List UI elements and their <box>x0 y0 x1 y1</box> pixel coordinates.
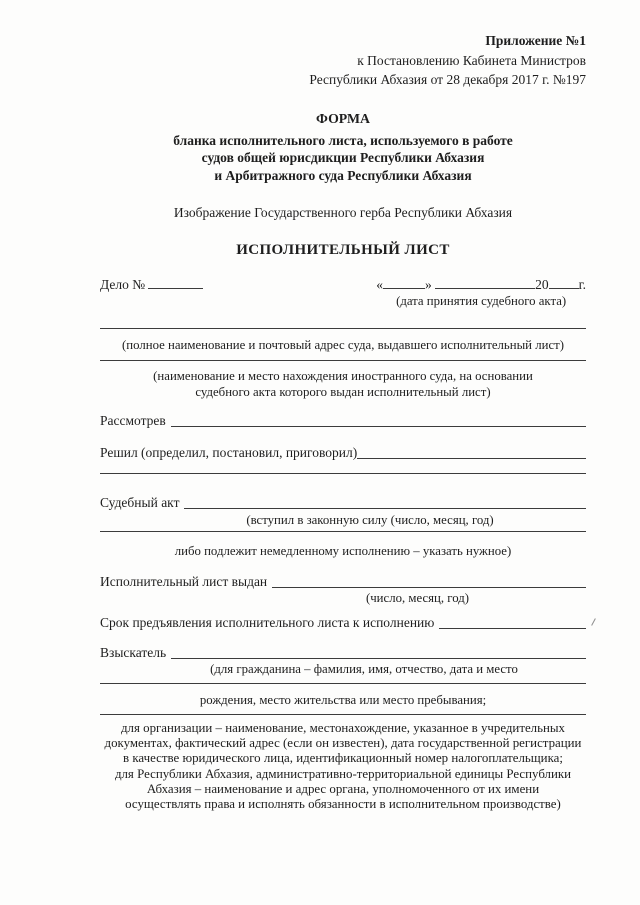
foreign-court-caption <box>100 368 586 400</box>
document-content <box>100 0 586 812</box>
deadline-label: Срок предъявления исполнительного листа к исполнению <box>100 615 435 630</box>
appendix-number: Приложение №1 <box>485 33 586 48</box>
case-number-label: Дело № <box>100 277 146 292</box>
case-number-blank <box>148 276 203 289</box>
organization-note <box>100 721 586 812</box>
organization-note-line5: Абхазия – наименование и адрес органа, уполномоченного от их имени <box>146 781 540 796</box>
date-open-quote: « <box>376 277 383 292</box>
emblem-note: Изображение Государственного герба Республики Абхазия <box>173 205 513 220</box>
date-caption: (дата принятия судебного акта) <box>396 294 567 308</box>
claimant-rule2 <box>100 714 586 715</box>
date-blank-day <box>383 276 425 289</box>
date-close-quote: » <box>424 277 432 292</box>
writ-issued-blank <box>272 587 586 588</box>
judicial-act-blank <box>184 508 586 509</box>
appendix-header <box>100 31 586 90</box>
decided-label: Решил (определил, постановил, приговорил) <box>100 445 358 460</box>
organization-note-line2: документах, фактический адрес (если он известен), дата государственной регистрации <box>104 736 582 751</box>
date-year-suffix: г. <box>578 277 586 292</box>
judicial-act-rule <box>100 531 586 532</box>
decided-extra-rule <box>100 473 586 474</box>
judicial-act-field <box>100 494 586 511</box>
organization-note-line4: для Республики Абхазия, административно-территориальной единицы Республики <box>114 766 572 781</box>
form-subtitle <box>100 132 586 185</box>
scan-mark <box>591 618 596 626</box>
deadline-blank <box>439 628 586 629</box>
appendix-resolution-line2: Республики Абхазия от 28 декабря 2017 г. №197 <box>309 72 586 87</box>
form-subtitle-line2: судов общей юрисдикции Республики Абхазия <box>201 150 485 165</box>
judicial-act-caption-line1: (вступил в законную силу (число, месяц, год) <box>246 513 494 527</box>
decided-field <box>100 444 586 461</box>
date-year-prefix: 20 <box>535 277 549 292</box>
claimant-field <box>100 644 586 661</box>
claimant-caption-line1: (для гражданина – фамилия, имя, отчество, дата и место <box>210 662 518 676</box>
form-subtitle-line1: бланка исполнительного листа, используемого в работе <box>173 132 513 148</box>
date-row <box>376 276 586 293</box>
deadline-field <box>100 614 586 631</box>
foreign-court-caption-line2: судебного акта которого выдан исполнительный лист) <box>195 385 491 399</box>
writ-issued-caption: (число, месяц, год) <box>365 591 470 605</box>
date-blank-month <box>435 276 535 289</box>
claimant-label: Взыскатель <box>100 645 167 660</box>
document-title: ИСПОЛНИТЕЛЬНЫЙ ЛИСТ <box>236 242 450 258</box>
organization-note-line3: в качестве юридического лица, идентификационный номер налогоплательщика; <box>123 751 563 766</box>
judicial-act-label: Судебный акт <box>100 495 180 510</box>
court-name-rule <box>100 328 586 329</box>
date-block <box>376 276 586 309</box>
foreign-court-rule <box>100 360 586 361</box>
judicial-act-caption-line2: либо подлежит немедленному исполнению – указать нужное) <box>174 544 512 558</box>
foreign-court-caption-line1: (наименование и место нахождения иностранного суда, на основании <box>153 369 533 383</box>
case-number-group <box>100 276 203 293</box>
writ-issued-field <box>100 573 586 590</box>
court-name-caption: (полное наименование и почтовый адрес суда, выдавшего исполнительный лист) <box>122 338 564 352</box>
date-blank-year <box>549 276 579 289</box>
considered-label: Рассмотрев <box>100 413 166 428</box>
decided-blank <box>357 458 586 459</box>
claimant-rule1 <box>100 683 586 684</box>
claimant-blank <box>171 658 586 659</box>
organization-note-line1: для организации – наименование, местонахождение, указанное в учредительных <box>120 721 565 735</box>
considered-field <box>100 412 586 429</box>
form-subtitle-line3: и Арбитражного суда Республики Абхазия <box>214 167 472 183</box>
considered-blank <box>171 426 586 427</box>
organization-note-line6: осуществлять права и исполнять обязанности в исполнительном производстве) <box>125 797 561 812</box>
case-and-date-row <box>100 276 586 309</box>
writ-issued-label: Исполнительный лист выдан <box>100 574 268 589</box>
claimant-caption-line2: рождения, место жительства или место пребывания; <box>199 693 487 707</box>
form-heading: ФОРМА <box>316 110 370 126</box>
appendix-resolution-line1: к Постановлению Кабинета Министров <box>357 52 586 68</box>
